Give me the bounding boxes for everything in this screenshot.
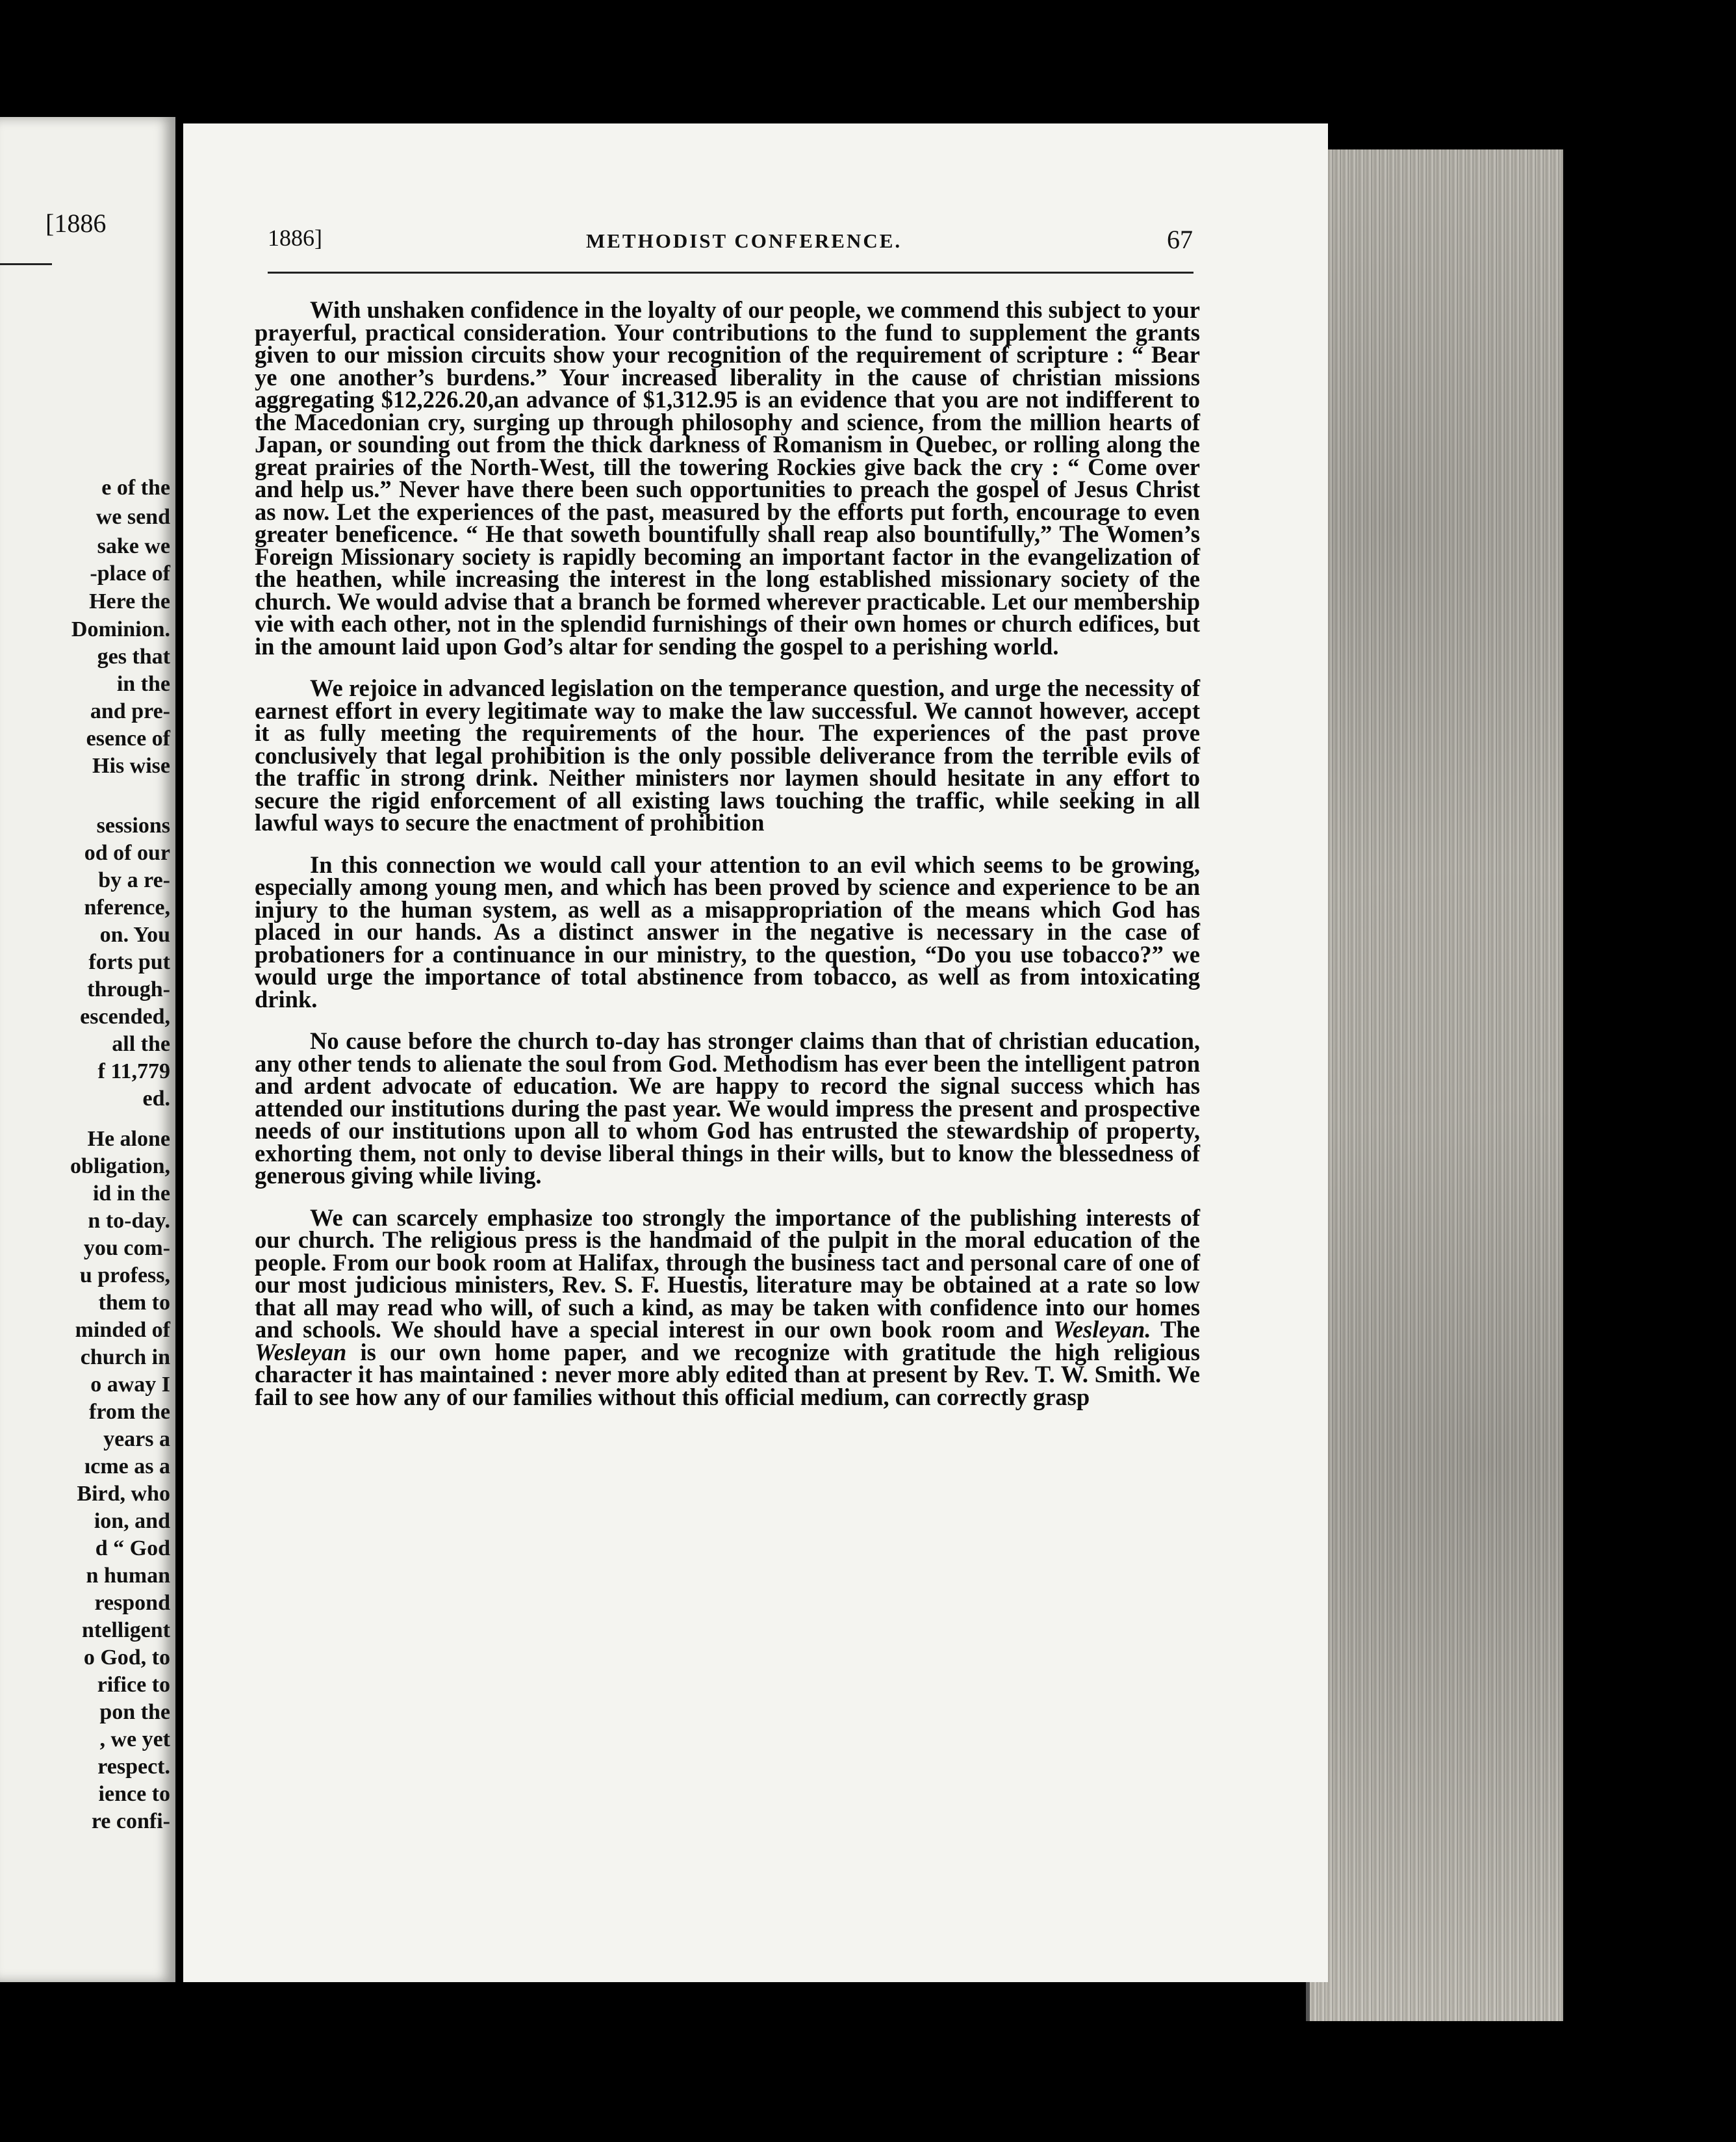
wesleyan-italic-1: Wesleyan. [1053, 1316, 1151, 1343]
left-page-line: church in [80, 1345, 170, 1369]
paragraph-education: No cause before the church to-day has stronger claims than that of christian education, any other tends to alienate the soul from God. Methodism has ever been the intelligent patron and ardent advocate of education. We are happy to record the signal success which has attended our institutions during the past year. We would impress the present and prospective needs of our institutions upon all to whom God has entrusted the stewardship of property, exhorting them, not only to devise liberal things in their wills, but to know the blessedness of generous giving while living. [255, 1027, 1200, 1189]
left-page-line: all the [112, 1032, 170, 1056]
left-page-line: id in the [92, 1181, 170, 1206]
left-page [0, 117, 175, 1982]
body-text [255, 296, 1201, 1428]
left-page-line: re confi- [91, 1809, 170, 1833]
left-page-line: nference, [84, 896, 170, 920]
paragraph-temperance: We rejoice in advanced legislation on the temperance question, and urge the necessity of earnest effort in every legitimate way to make the law successful. We cannot however, accept it as fully meeting the requirements of the hour. The experiences of the past prove conclusively that legal prohibition is the only possible deliverance from the terrible evils of the traffic in strong drink. Neither ministers nor laymen should hesitate in any effort to secure the rigid enforcement of all existing laws touching the traffic, while seeking in all lawful ways to secure the enactment of prohibition [255, 675, 1200, 836]
left-page-line: from the [89, 1400, 170, 1424]
left-page-line: by a re- [98, 868, 170, 892]
publishing-text-2: The [1151, 1316, 1201, 1343]
left-page-line: He alone [87, 1127, 170, 1151]
left-page-line: u profess, [79, 1263, 170, 1287]
left-page-line: sake we [97, 534, 170, 558]
left-page-line: on. You [99, 923, 170, 947]
paragraph-tobacco: In this connection we would call your attention to an evil which seems to be growing, especially among young men, and which has been proved by science and experience to be an injury to the human system, as well as a misappropriation of the means which God has placed in our hands. As a distinct answer in the negative is necessary in the case of probationers for a continuance in our ministry, to the question, “Do you use tobacco?” we would urge the importance of total abstinence from tobacco, as well as from intoxicating drink. [255, 851, 1200, 1013]
left-page-line: them to [98, 1291, 170, 1315]
left-page-line: respond [94, 1591, 170, 1615]
left-page-line: pon the [99, 1700, 170, 1724]
left-page-line: n human [86, 1564, 170, 1588]
paragraph-publishing [255, 1204, 1201, 1410]
left-page-line: d “ God [95, 1536, 170, 1560]
left-page-rule [0, 263, 52, 265]
left-page-line: ed. [142, 1087, 170, 1111]
left-page-line: ges that [97, 645, 170, 669]
left-page-line: od of our [84, 841, 170, 865]
main-page [183, 123, 1328, 1982]
left-page-line: in the [116, 672, 170, 696]
left-page-line: -place of [90, 561, 170, 586]
paragraph-missions: With unshaken confidence in the loyalty of our people, we commend this subject to your prayerful, practical consideration. Your contributions to the fund to supplement the grants given to our mission circuits show your recognition of the requirement of scripture : “ Bear ye one another’s burdens.” Your increased liberality in the cause of christian missions aggregating $12,226.20,an advance of $1,312.95 is an evidence that you are not indifferent to the Macedonian cry, surging up through philosophy and science, from the million hearts of Japan, or sounding out from the thick darkness of Romanism in Quebec, or rolling along the great prairies of the North-West, till the towering Rockies give back the cry : “ Come over and help us.” Never have there been such opportunities to preach the gospel of Jesus Christ as now. Let the experiences of the past, measured by the efforts put forth, encourage to even greater beneficence. “ He that soweth bountifully shall reap also bountifully,” The Women’s Foreign Missionary society is rapidly becoming an important factor in the evangelization of the heathen, while increasing the interest in the long established missionary society of the church. We would advise that a branch be formed wherever practicable. Let our membership vie with each other, not in the splendid furnishings of their own homes or church edifices, but in the amount laid upon God’s altar for sending the gospel to a perishing world. [255, 296, 1200, 660]
header-title: METHODIST CONFERENCE. [586, 229, 902, 252]
left-page-line: years a [103, 1427, 170, 1451]
left-page-line: ıcme as a [84, 1454, 170, 1478]
wesleyan-italic-2: Wesleyan [255, 1338, 347, 1365]
running-header [268, 224, 1193, 270]
left-page-line: ience to [98, 1782, 170, 1806]
header-year: 1886] [268, 225, 322, 251]
left-page-line: you com- [83, 1236, 170, 1260]
left-page-line: His wise [92, 754, 170, 778]
left-page-line: Bird, who [77, 1482, 170, 1506]
page-number: 67 [1167, 225, 1193, 254]
left-page-line: we send [96, 505, 170, 529]
left-page-line: o away I [90, 1373, 170, 1397]
left-page-line: obligation, [70, 1154, 170, 1178]
left-page-line: o God, to [83, 1645, 170, 1670]
left-page-line: Dominion. [71, 617, 170, 641]
left-page-line: minded of [75, 1318, 170, 1342]
left-page-line: forts put [88, 950, 170, 974]
publishing-text-3: is our own home paper, and we recognize with gratitude the high religious character it has maintained : never more ably edited than at present by Rev. T. W. Smith. We fail to see how any of our families without this official medium, can correctly grasp [255, 1338, 1200, 1410]
left-page-line: ntelligent [82, 1618, 170, 1642]
left-page-line: n to-day. [88, 1209, 170, 1233]
left-page-line: e of the [101, 476, 170, 500]
left-page-line: respect. [97, 1755, 170, 1779]
left-page-line: Here the [89, 589, 170, 613]
left-page-header: [1886 [45, 209, 107, 238]
left-page-line: sessions [96, 814, 170, 838]
left-page-line: and pre- [90, 699, 170, 723]
left-page-line: f 11,779 [97, 1059, 170, 1083]
header-rule [268, 272, 1194, 274]
left-page-line: escended, [80, 1005, 170, 1029]
left-page-line: ion, and [94, 1509, 170, 1533]
left-page-line: , we yet [99, 1727, 170, 1751]
book-fore-edge [1306, 149, 1563, 2021]
publishing-text-1: We can scarcely emphasize too strongly the importance of the publishing interests of our church. The religious press is the handmaid of the pulpit in the moral education of the people. From our book room at Halifax, through the business tact and personal care of one of our most judicious ministers, Rev. S. F. Huestis, literature may be obtained at a rate so low that all may read who will, of such a kind, as may be taken with confidence into our homes and schools. We should have a special interest in our own book room and [255, 1204, 1200, 1343]
left-page-line: rifice to [97, 1673, 170, 1697]
left-page-line: esence of [86, 727, 170, 751]
left-page-line: through- [87, 977, 170, 1001]
